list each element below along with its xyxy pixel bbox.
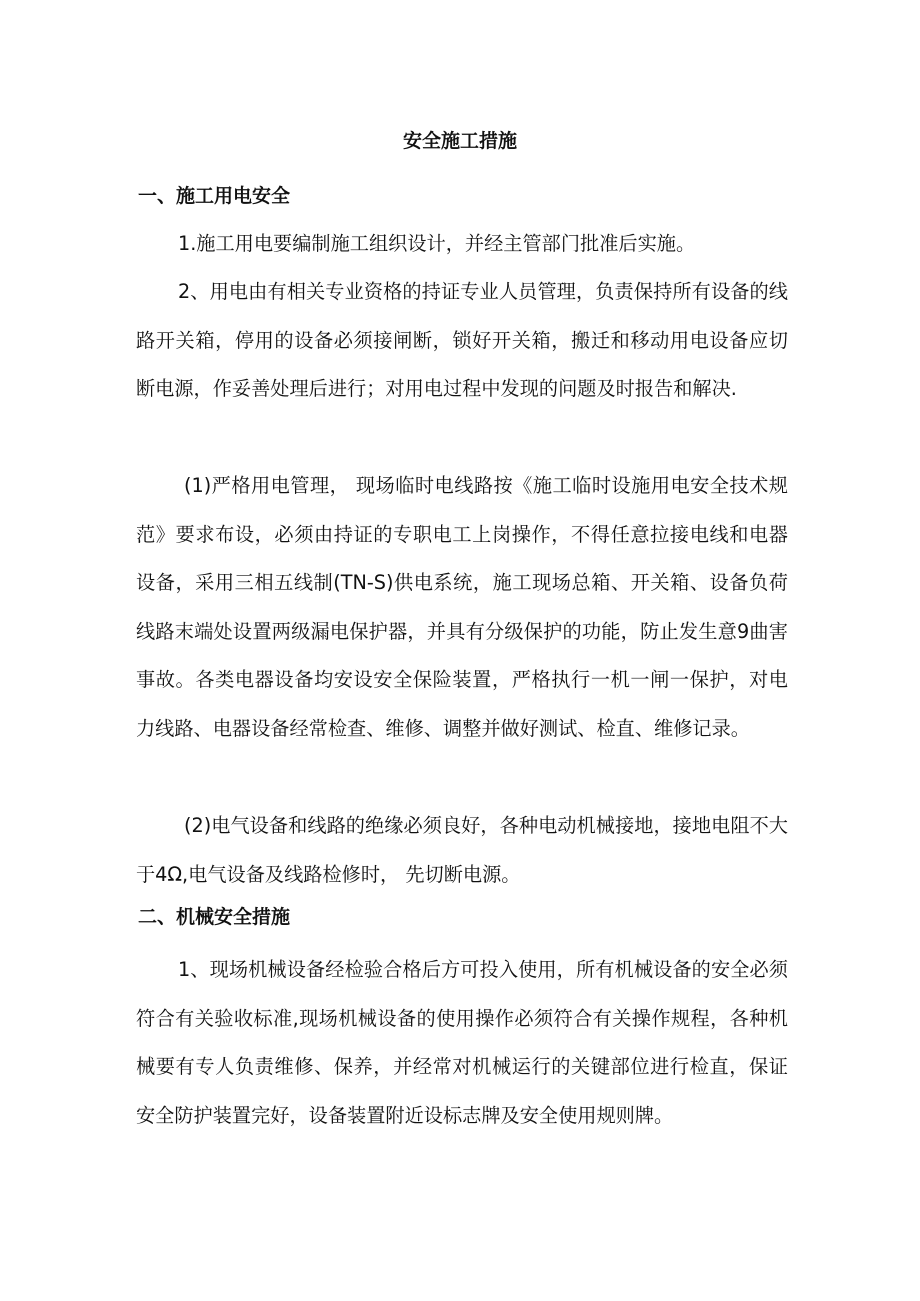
document-title: 安全施工措施 [402,130,517,152]
section-heading-electricity: 一、施工用电安全 [138,185,291,207]
paragraph-machinery-1: 1、现场机械设备经检验合格后方可投入使用，所有机械设备的安全必须符合有关验收标准,现场机械设备的使用操作必须符合有关操作规程，各种机械要有专人负责维修、保养，并经常对机械运行的关键部位进行检直，保证安全防护装置完好，设备装置附近设标志牌及安全使用规则牌。 [136,958,788,1127]
section-heading-machinery: 二、机械安全措施 [138,906,291,928]
paragraph-electricity-4: (2)电气设备和线路的绝缘必须良好，各种电动机械接地，接地电阻不大于4Ω,电气设备及线路检修时， 先切断电源。 [136,814,788,886]
paragraph-electricity-3: (1)严格用电管理， 现场临时电线路按《施工临时设施用电安全技术规范》要求布设，必须由持证的专职电工上岗操作，不得任意拉接电线和电器设备，采用三相五线制(TN-S)供电系统，施工现场总箱、开关箱、设备负荷线路末端处设置两级漏电保护器，并具有分级保护的功能，防止发生意9曲害事故。各类电器设备均安设安全保险装置，严格执行一机一闸一保护，对电力线路、电器设备经常检查、维修、调整并做好测试、检直、维修记录。 [136,474,788,740]
paragraph-electricity-2: 2、用电由有相关专业资格的持证专业人员管理，负责保持所有设备的线路开关箱，停用的设备必须接闸断，锁好开关箱，搬迁和移动用电设备应切断电源，作妥善处理后进行；对用电过程中发现的问题及时报告和解决. [136,280,788,400]
paragraph-electricity-1: 1.施工用电要编制施工组织设计，并经主管部门批准后实施。 [178,232,696,255]
